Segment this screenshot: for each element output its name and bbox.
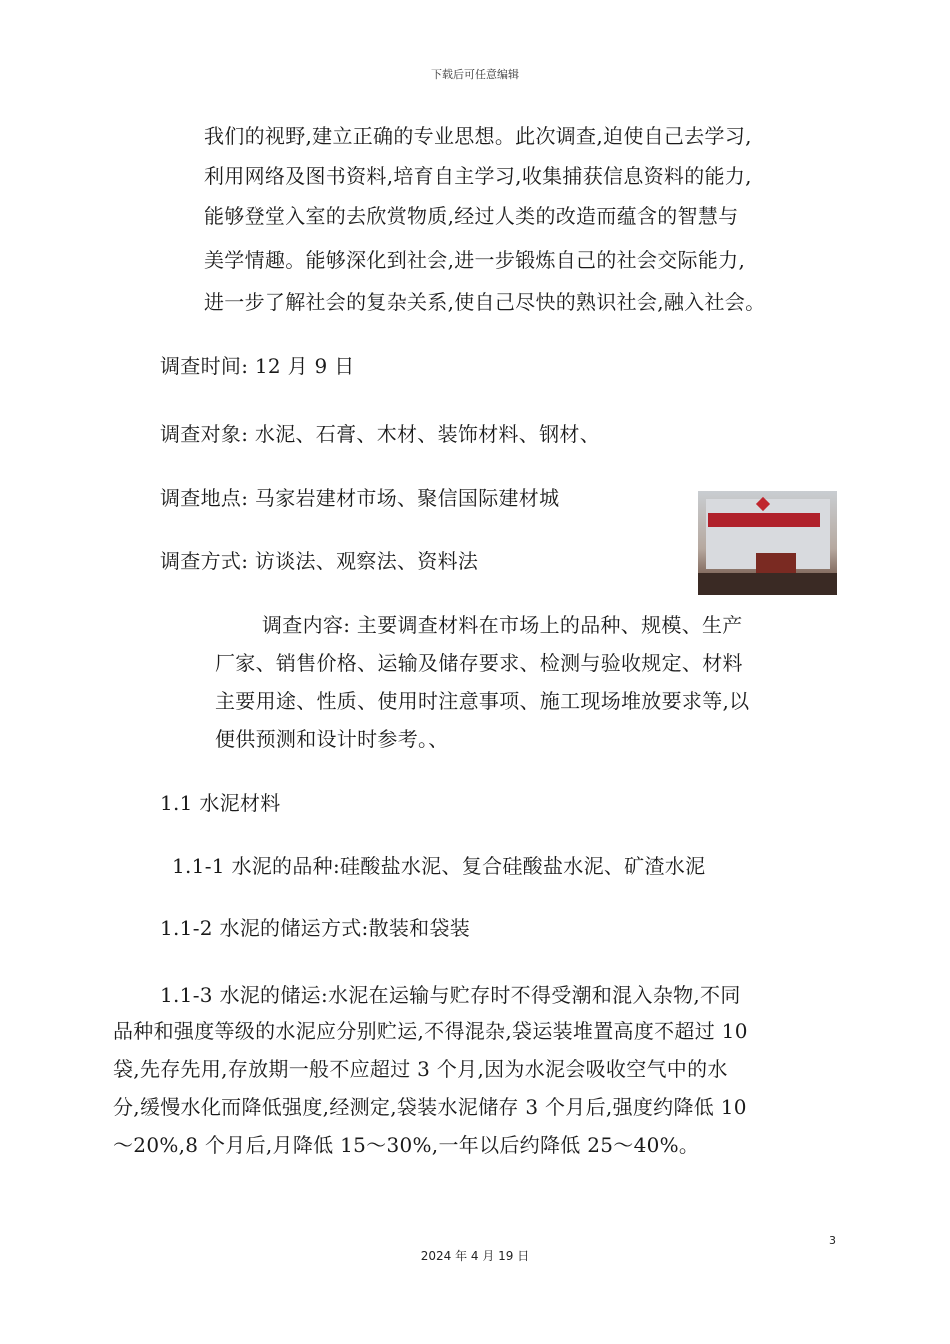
subsection-1-1-3-line-4: 分,缓慢水化而降低强度,经测定,袋装水泥储存 3 个月后,强度约降低 10	[113, 1095, 747, 1119]
page-header: 下载后可任意编辑	[431, 68, 519, 81]
subsection-1-1-3-line-5: ～20%,8 个月后,月降低 15～30%,一年以后约降低 25～40%。	[113, 1133, 700, 1157]
subsection-1-1-3-line-3: 袋,先存先用,存放期一般不应超过 3 个月,因为水泥会吸收空气中的水	[113, 1057, 728, 1081]
subsection-1-1-3-line-1: 1.1-3 水泥的储运:水泥在运输与贮存时不得受潮和混入杂物,不同	[160, 983, 741, 1007]
survey-time: 调查时间: 12 月 9 日	[160, 354, 355, 378]
survey-method: 调查方式: 访谈法、观察法、资料法	[160, 549, 479, 573]
intro-line-1: 我们的视野,建立正确的专业思想。此次调查,迫使自己去学习,	[204, 124, 752, 148]
section-heading-1-1: 1.1 水泥材料	[160, 791, 281, 815]
page-number: 3	[829, 1234, 836, 1247]
building-photo	[698, 491, 837, 595]
survey-place: 调查地点: 马家岩建材市场、聚信国际建材城	[160, 486, 560, 510]
intro-line-5: 进一步了解社会的复杂关系,使自己尽快的熟识社会,融入社会。	[204, 290, 766, 314]
survey-object: 调查对象: 水泥、石膏、木材、装饰材料、钢材、	[160, 422, 600, 446]
content-line-4: 便供预测和设计时参考。、	[215, 727, 449, 751]
intro-line-2: 利用网络及图书资料,培育自主学习,收集捕获信息资料的能力,	[204, 164, 752, 188]
footer-date: 2024 年 4 月 19 日	[420, 1249, 530, 1263]
intro-line-4: 美学情趣。能够深化到社会,进一步锻炼自己的社会交际能力,	[204, 248, 746, 272]
content-line-1: 调查内容: 主要调查材料在市场上的品种、规模、生产	[262, 613, 743, 637]
subsection-1-1-1: 1.1-1 水泥的品种:硅酸盐水泥、复合硅酸盐水泥、矿渣水泥	[172, 854, 706, 878]
intro-line-3: 能够登堂入室的去欣赏物质,经过人类的改造而蕴含的智慧与	[204, 204, 739, 228]
subsection-1-1-2: 1.1-2 水泥的储运方式:散装和袋装	[160, 916, 471, 940]
subsection-1-1-3-line-2: 品种和强度等级的水泥应分别贮运,不得混杂,袋运装堆置高度不超过 10	[113, 1019, 748, 1043]
content-line-3: 主要用途、性质、使用时注意事项、施工现场堆放要求等,以	[215, 689, 750, 713]
content-line-2: 厂家、销售价格、运输及储存要求、检测与验收规定、材料	[215, 651, 743, 675]
